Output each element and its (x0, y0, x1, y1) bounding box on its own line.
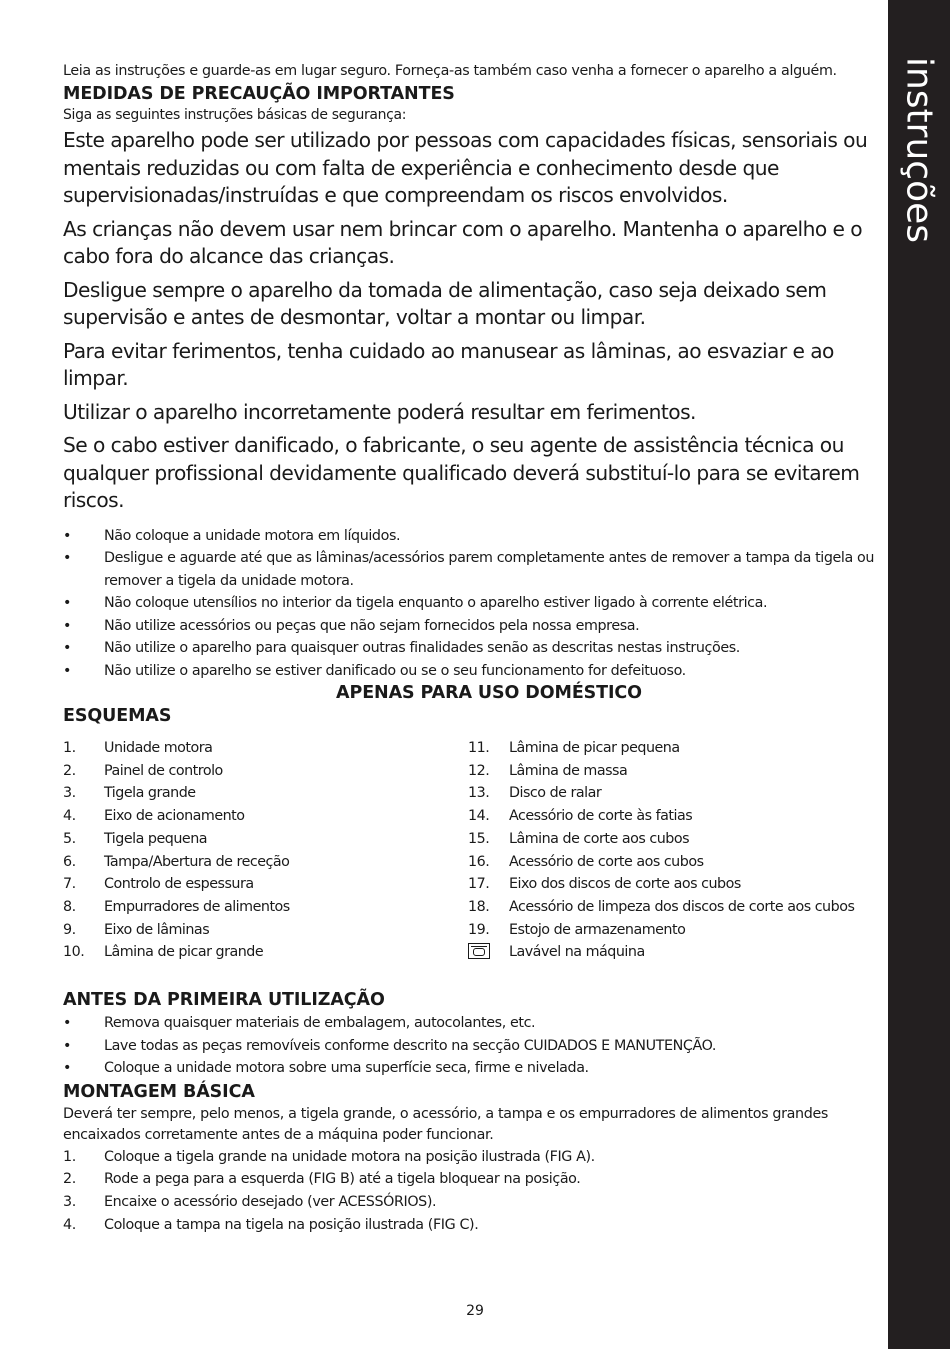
list-item-text: Não coloque a unidade motora em líquidos. (104, 527, 401, 544)
part-number: 14. (468, 808, 490, 825)
list-item-text: Coloque a unidade motora sobre uma superfície seca, firme e nivelada. (104, 1060, 589, 1077)
list-item-text: Não utilize o aparelho se estiver danificado ou se o seu funcionamento for defeituoso. (104, 662, 686, 679)
step-item (63, 1191, 875, 1214)
parts-column-right (468, 737, 875, 964)
bullet-icon: • (63, 1037, 72, 1054)
part-item (63, 873, 468, 896)
list-item (63, 592, 875, 615)
part-label: Acessório de corte às fatias (509, 808, 693, 825)
part-label: Eixo de lâminas (104, 921, 210, 938)
bullet-icon: • (63, 595, 72, 611)
part-item (468, 896, 875, 919)
part-label: Eixo dos discos de corte aos cubos (509, 876, 741, 893)
part-item (468, 760, 875, 783)
bullet-icon: • (63, 617, 72, 634)
part-item (468, 873, 875, 896)
part-number: 18. (468, 898, 490, 915)
step-text: Encaixe o acessório desejado (ver ACESSÓRIOS). (104, 1193, 437, 1210)
part-item (63, 941, 468, 964)
dishwasher-icon (468, 943, 490, 959)
parts-list (63, 737, 875, 964)
part-number: 12. (468, 762, 490, 779)
part-item (468, 919, 875, 942)
part-number: 16. (468, 853, 490, 870)
household-only-heading: APENAS PARA USO DOMÉSTICO (336, 683, 642, 703)
part-label: Tampa/Abertura de receção (104, 853, 290, 870)
part-label: Acessório de corte aos cubos (509, 853, 704, 870)
warning-text: Para evitar ferimentos, tenha cuidado ao manusear as lâminas, ao esvaziar e ao limpar. (63, 338, 834, 390)
step-text: Coloque a tampa na tigela na posição ilustrada (FIG C). (104, 1216, 479, 1233)
step-number: 1. (63, 1148, 76, 1165)
part-item (63, 805, 468, 828)
part-label: Empurradores de alimentos (104, 898, 290, 915)
part-number: 10. (63, 944, 85, 961)
part-label: Lâmina de corte aos cubos (509, 830, 690, 847)
intro-text: Leia as instruções e guarde-as em lugar seguro. Forneça-as também caso venha a fornecer o aparelho a alguém. (63, 63, 837, 79)
part-number: 4. (63, 808, 76, 825)
basic-assembly-heading: MONTAGEM BÁSICA (63, 1081, 255, 1102)
part-item (468, 737, 875, 760)
part-label: Painel de controlo (104, 762, 223, 779)
list-item-text: Não utilize acessórios ou peças que não sejam fornecidos pela nossa empresa. (104, 617, 640, 634)
part-label: Acessório de limpeza dos discos de corte aos cubos (509, 898, 855, 915)
list-item-text: Lave todas as peças removíveis conforme descrito na secção CUIDADOS E MANUTENÇÃO. (104, 1037, 717, 1054)
part-item (63, 782, 468, 805)
part-number: 6. (63, 853, 76, 870)
bullet-icon: • (63, 550, 72, 566)
part-number: 8. (63, 898, 76, 915)
part-label: Tigela pequena (104, 830, 208, 847)
step-item (63, 1146, 875, 1169)
side-tab-label: instruções (898, 56, 940, 244)
part-label: Unidade motora (104, 740, 213, 756)
list-item-text: Remova quaisquer materiais de embalagem, autocolantes, etc. (104, 1015, 536, 1032)
part-label: Lâmina de massa (509, 762, 628, 779)
part-item (63, 828, 468, 851)
bullet-icon: • (63, 662, 72, 679)
bullet-icon: • (63, 640, 72, 656)
part-item (468, 782, 875, 805)
list-item (63, 547, 875, 592)
step-number: 4. (63, 1216, 76, 1233)
part-number: 5. (63, 830, 76, 847)
part-item (468, 805, 875, 828)
basic-assembly-intro: Deverá ter sempre, pelo menos, a tigela grande, o acessório, a tampa e os empurradores de alimentos grandes encaixados corretamente antes de a máquina poder funcionar. (63, 1105, 829, 1143)
part-label: Controlo de espessura (104, 876, 254, 893)
part-label: Disco de ralar (509, 785, 602, 802)
step-text: Rode a pega para a esquerda (FIG B) até a tigela bloquear na posição. (104, 1171, 581, 1188)
part-number: 1. (63, 740, 76, 756)
before-first-use-heading: ANTES DA PRIMEIRA UTILIZAÇÃO (63, 990, 385, 1011)
part-number: 2. (63, 762, 76, 779)
dishwasher-legend (468, 941, 875, 964)
part-item (63, 851, 468, 874)
part-label: Lâmina de picar pequena (509, 740, 680, 756)
schemes-heading: ESQUEMAS (63, 706, 172, 726)
bullet-icon: • (63, 1060, 72, 1077)
part-item (63, 737, 468, 760)
list-item (63, 637, 875, 660)
warning-text: As crianças não devem usar nem brincar com o aparelho. Mantenha o aparelho e o cabo fora do alcance das crianças. (63, 216, 863, 268)
bullet-icon: • (63, 1015, 72, 1032)
list-item (63, 660, 875, 683)
list-item-text: Não utilize o aparelho para quaisquer outras finalidades senão as descritas nestas instruções. (104, 640, 740, 656)
step-text: Coloque a tigela grande na unidade motora na posição ilustrada (FIG A). (104, 1148, 595, 1165)
warning-text: Desligue sempre o aparelho da tomada de alimentação, caso seja deixado sem supervisão e antes de desmontar, voltar a montar ou limpar. (63, 277, 827, 329)
part-item (468, 851, 875, 874)
bullet-icon: • (63, 527, 72, 544)
part-item (468, 828, 875, 851)
part-number: 3. (63, 785, 76, 802)
part-number: 15. (468, 830, 490, 847)
part-number: 19. (468, 921, 490, 938)
part-label: Estojo de armazenamento (509, 921, 686, 938)
step-number: 3. (63, 1193, 76, 1210)
warnings-block (63, 127, 875, 515)
list-item (63, 1035, 875, 1058)
list-item (63, 1012, 875, 1035)
precautions-heading: MEDIDAS DE PRECAUÇÃO IMPORTANTES (63, 84, 455, 104)
step-item (63, 1168, 875, 1191)
part-number: 9. (63, 921, 76, 938)
part-number: 11. (468, 740, 490, 756)
precautions-bullet-list (63, 525, 875, 683)
basic-assembly-steps (63, 1146, 875, 1237)
dishwasher-label: Lavável na máquina (509, 944, 645, 961)
part-number: 13. (468, 785, 490, 802)
part-number: 17. (468, 876, 490, 893)
list-item (63, 525, 875, 548)
part-item (63, 896, 468, 919)
warning-text: Se o cabo estiver danificado, o fabricante, o seu agente de assistência técnica ou qualquer profissional devidamente qualificado deverá substituí-lo para se evitarem riscos. (63, 433, 860, 512)
warning-text: Utilizar o aparelho incorretamente poderá resultar em ferimentos. (63, 399, 696, 424)
part-label: Tigela grande (104, 785, 196, 802)
precautions-subtitle: Siga as seguintes instruções básicas de segurança: (63, 107, 407, 123)
list-item-text: Não coloque utensílios no interior da tigela enquanto o aparelho estiver ligado à corrente elétrica. (104, 595, 768, 611)
page-content (63, 61, 875, 1236)
part-label: Lâmina de picar grande (104, 944, 264, 961)
step-number: 2. (63, 1171, 76, 1188)
part-number: 7. (63, 876, 76, 893)
part-label: Eixo de acionamento (104, 808, 245, 825)
part-item (63, 760, 468, 783)
warning-text: Este aparelho pode ser utilizado por pessoas com capacidades físicas, sensoriais ou mentais reduzidas ou com falta de experiência e conhecimento desde que supervisionadas/instruídas e que compreendam os riscos envolvidos. (63, 128, 868, 207)
before-first-use-list (63, 1012, 875, 1080)
list-item (63, 1057, 875, 1080)
list-item (63, 615, 875, 638)
page-number: 29 (466, 1303, 484, 1319)
list-item-text: Desligue e aguarde até que as lâminas/acessórios parem completamente antes de remover a tampa da tigela ou remover a tigela da unidade motora. (104, 550, 875, 589)
step-item (63, 1214, 875, 1237)
part-item (63, 919, 468, 942)
parts-column-left (63, 737, 468, 964)
